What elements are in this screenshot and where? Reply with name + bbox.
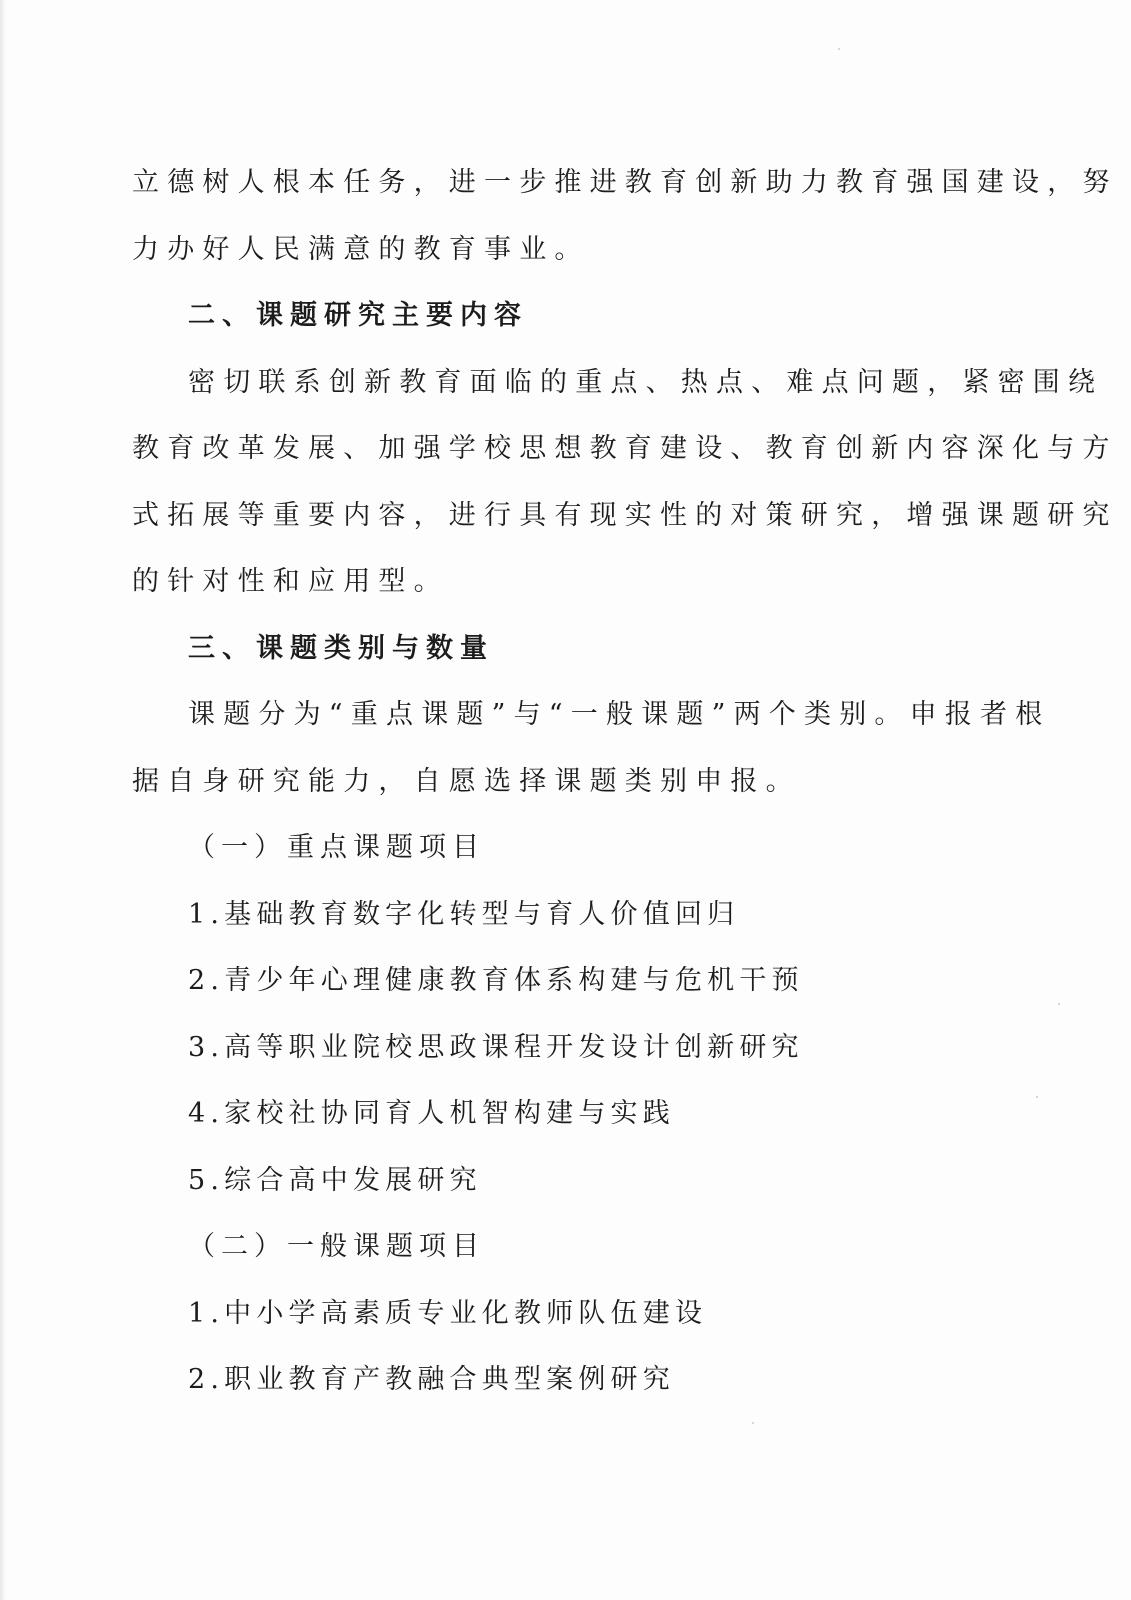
key-project-item: 5.综合高中发展研究 [188, 1164, 482, 1196]
key-projects-heading: （一）重点课题项目 [188, 832, 485, 863]
document-body [132, 150, 1118, 1414]
section-2-paragraph-line-2: 教育改革发展、加强学校思想教育建设、教育创新内容深化与方 [132, 433, 1118, 464]
section-3-heading: 三、课题类别与数量 [188, 632, 494, 664]
general-project-item: 1.中小学高素质专业化教师队伍建设 [188, 1297, 708, 1329]
scan-speck [752, 1422, 754, 1424]
key-project-item: 2.青少年心理健康教育体系构建与危机干预 [188, 965, 804, 996]
scan-speck [838, 48, 840, 50]
scan-speck [1036, 1096, 1038, 1098]
general-projects-heading: （二）一般课题项目 [188, 1231, 485, 1262]
section-3-paragraph-line-2: 据自身研究能力，自愿选择课题类别申报。 [132, 765, 801, 797]
intro-line-2: 力办好人民满意的教育事业。 [132, 233, 590, 265]
general-project-item: 2.职业教育产教融合典型案例研究 [188, 1364, 675, 1395]
intro-line-1: 立德树人根本任务，进一步推进教育创新助力教育强国建设，努 [132, 167, 1118, 198]
section-2-paragraph-line-4: 的针对性和应用型。 [132, 566, 449, 597]
section-2-paragraph-line-1: 密切联系创新教育面临的重点、热点、难点问题，紧密围绕 [188, 366, 1104, 398]
key-project-item: 1.基础教育数字化转型与育人价值回归 [188, 898, 740, 930]
key-project-item: 3.高等职业院校思政课程开发设计创新研究 [188, 1031, 804, 1063]
key-project-item: 4.家校社协同育人机智构建与实践 [188, 1098, 675, 1129]
section-2-heading: 二、课题研究主要内容 [188, 300, 528, 331]
section-3-paragraph-line-1: 课题分为“重点课题”与“一般课题”两个类别。申报者根 [188, 699, 1051, 730]
section-2-paragraph-line-3: 式拓展等重要内容，进行具有现实性的对策研究，增强课题研究 [132, 499, 1118, 531]
scan-speck [1058, 1003, 1060, 1005]
